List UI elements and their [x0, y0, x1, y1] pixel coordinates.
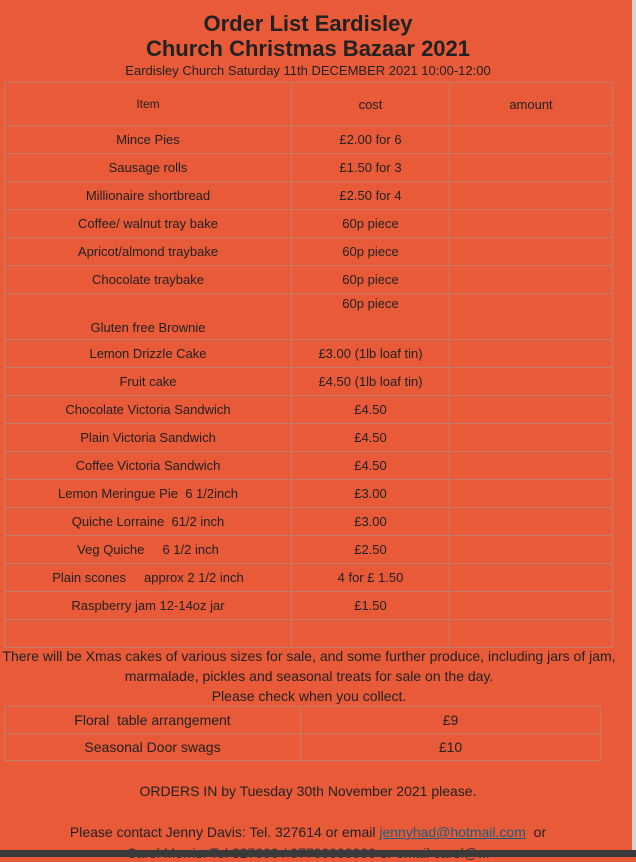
cost-cell: 4 for £ 1.50	[292, 564, 450, 592]
amount-cell[interactable]	[450, 480, 613, 508]
amount-cell[interactable]	[450, 154, 613, 182]
item-cell	[5, 620, 292, 648]
cost-cell: 60p piece	[292, 238, 450, 266]
order-table-header-row	[5, 83, 613, 126]
amount-cell[interactable]	[450, 126, 613, 154]
orders-deadline: ORDERS IN by Tuesday 30th November 2021 please.	[139, 783, 477, 799]
table-row	[5, 620, 613, 648]
item-cell: Gluten free Brownie	[5, 294, 292, 340]
item-cell: Lemon Drizzle Cake	[5, 340, 292, 368]
cost-cell: £4.50	[292, 424, 450, 452]
page-title-line2: Church Christmas Bazaar 2021	[145, 36, 471, 61]
item-cell: Millionaire shortbread	[5, 182, 292, 210]
table-row	[5, 210, 613, 238]
column-header-amount: amount	[450, 83, 613, 126]
amount-cell[interactable]	[450, 182, 613, 210]
amount-cell[interactable]	[450, 424, 613, 452]
item-cell: Coffee/ walnut tray bake	[5, 210, 292, 238]
table-row	[5, 266, 613, 294]
amount-cell[interactable]	[450, 452, 613, 480]
item-cell: Fruit cake	[5, 368, 292, 396]
cost-cell: £2.50 for 4	[292, 182, 450, 210]
cost-cell: £1.50	[292, 592, 450, 620]
notice-line: Please check when you collect.	[211, 688, 407, 704]
column-header-item: Item	[5, 83, 292, 126]
item-cell: Veg Quiche 6 1/2 inch	[5, 536, 292, 564]
extras-table	[4, 706, 601, 761]
amount-cell[interactable]	[450, 266, 613, 294]
notice-line: marmalade, pickles and seasonal treats for sale on the day.	[124, 668, 494, 684]
cost-cell: £4.50	[292, 452, 450, 480]
contact-text: Please contact Jenny Davis: Tel. 327614 or email	[69, 824, 380, 840]
table-row	[5, 154, 613, 182]
cost-cell: 60p piece	[292, 266, 450, 294]
event-subtitle: Eardisley Church Saturday 11th DECEMBER 2021 10:00-12:00	[125, 63, 491, 78]
item-cell: Sausage rolls	[5, 154, 292, 182]
amount-cell[interactable]	[450, 368, 613, 396]
item-cell: Plain scones approx 2 1/2 inch	[5, 564, 292, 592]
cost-cell: £4.50 (1lb loaf tin)	[292, 368, 450, 396]
item-cell: Chocolate Victoria Sandwich	[5, 396, 292, 424]
item-cell: Mince Pies	[5, 126, 292, 154]
table-row	[5, 424, 613, 452]
notice-paragraph	[0, 646, 618, 706]
extras-item-cell: Floral table arrangement	[5, 707, 301, 734]
cost-cell: £3.00	[292, 480, 450, 508]
table-row	[5, 126, 613, 154]
table-row	[5, 707, 601, 734]
email-link[interactable]: jennyhad@hotmail.com	[379, 824, 526, 840]
cost-cell: £2.50	[292, 536, 450, 564]
amount-cell[interactable]	[450, 592, 613, 620]
item-cell: Lemon Meringue Pie 6 1/2inch	[5, 480, 292, 508]
cost-cell: £2.00 for 6	[292, 126, 450, 154]
bottom-edge-bar	[0, 850, 636, 857]
item-cell: Chocolate traybake	[5, 266, 292, 294]
table-row	[5, 238, 613, 266]
amount-cell[interactable]	[450, 536, 613, 564]
cost-cell: 60p piece	[292, 210, 450, 238]
table-row	[5, 536, 613, 564]
amount-cell[interactable]	[450, 210, 613, 238]
amount-cell[interactable]	[450, 238, 613, 266]
amount-cell[interactable]	[450, 340, 613, 368]
table-row	[5, 592, 613, 620]
table-row	[5, 564, 613, 592]
table-row	[5, 368, 613, 396]
amount-cell[interactable]	[450, 396, 613, 424]
cost-cell	[292, 620, 450, 648]
item-cell: Coffee Victoria Sandwich	[5, 452, 292, 480]
extras-item-cell: Seasonal Door swags	[5, 734, 301, 761]
table-row	[5, 182, 613, 210]
vertical-scrollbar[interactable]	[632, 0, 636, 857]
table-row	[5, 294, 613, 340]
amount-cell[interactable]	[450, 620, 613, 648]
amount-cell[interactable]	[450, 564, 613, 592]
item-cell: Apricot/almond traybake	[5, 238, 292, 266]
item-cell: Quiche Lorraine 61/2 inch	[5, 508, 292, 536]
cost-cell: £1.50 for 3	[292, 154, 450, 182]
contact-line	[0, 823, 616, 841]
table-row	[5, 508, 613, 536]
cost-cell: £3.00 (1lb loaf tin)	[292, 340, 450, 368]
extras-cost-cell: £10	[301, 734, 601, 761]
item-cell: Raspberry jam 12-14oz jar	[5, 592, 292, 620]
cost-cell: £4.50	[292, 396, 450, 424]
table-row	[5, 734, 601, 761]
amount-cell[interactable]	[450, 508, 613, 536]
table-row	[5, 396, 613, 424]
order-table	[4, 82, 613, 648]
contact-suffix: or	[525, 824, 547, 840]
cost-cell: 60p piece	[292, 294, 450, 340]
table-row	[5, 480, 613, 508]
table-row	[5, 340, 613, 368]
notice-line: There will be Xmas cakes of various sizes for sale, and some further produce, including jars of jam,	[2, 648, 616, 664]
cost-cell: £3.00	[292, 508, 450, 536]
item-cell: Plain Victoria Sandwich	[5, 424, 292, 452]
page-title-line1: Order List Eardisley	[203, 11, 413, 36]
extras-cost-cell: £9	[301, 707, 601, 734]
column-header-cost: cost	[292, 83, 450, 126]
table-row	[5, 452, 613, 480]
amount-cell[interactable]	[450, 294, 613, 340]
